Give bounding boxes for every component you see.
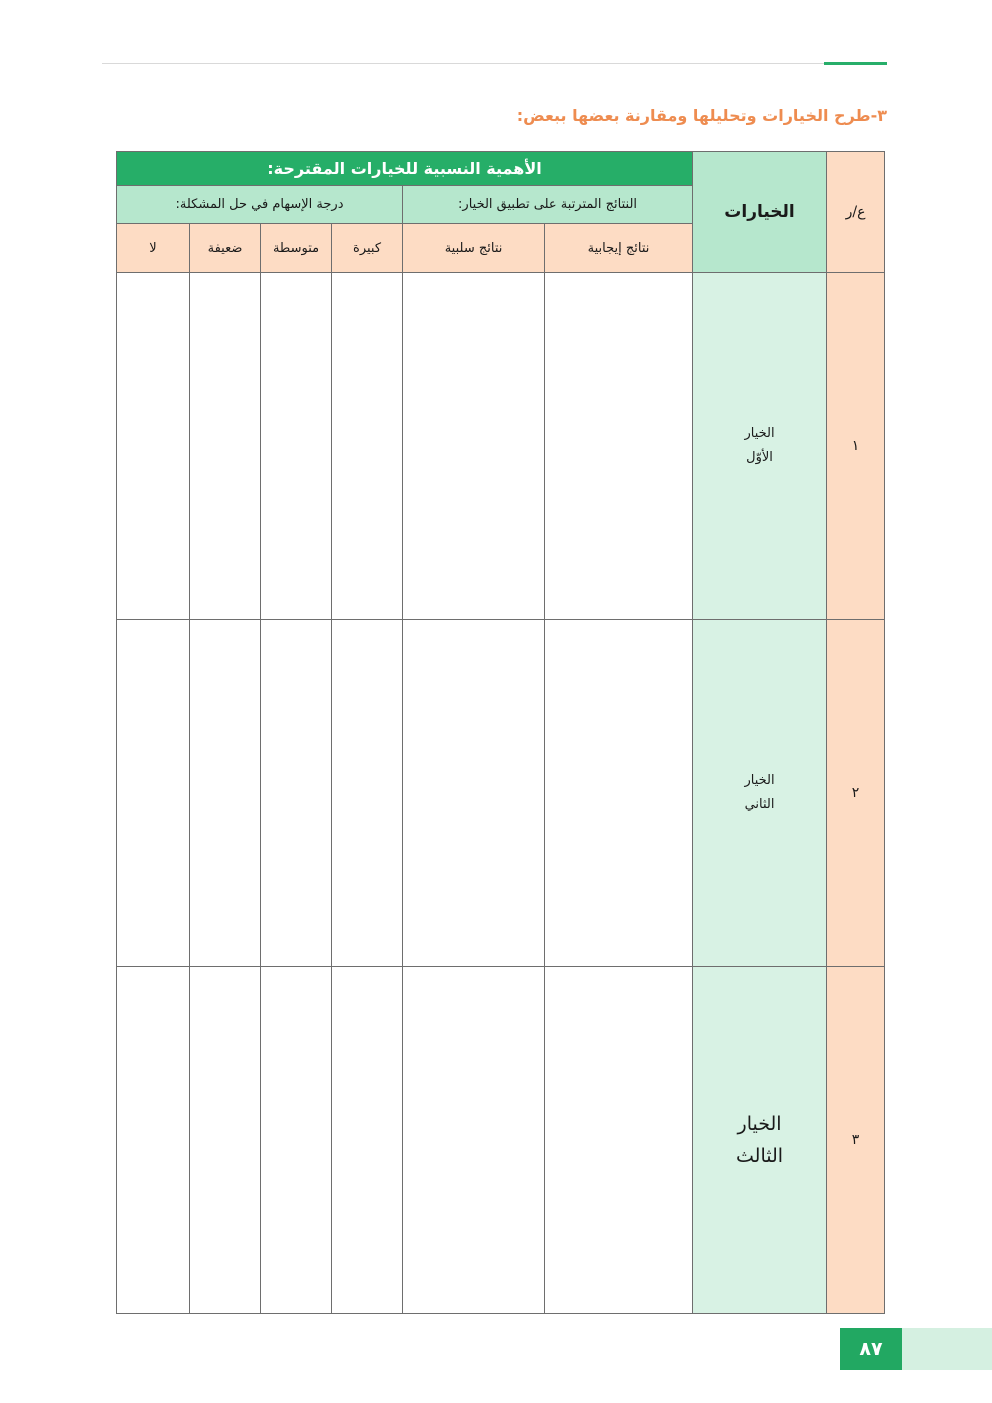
none-cell[interactable] xyxy=(117,967,190,1314)
section-heading: ٣-طرح الخيارات وتحليلها ومقارنة بعضها ببعض: xyxy=(516,106,887,125)
positive-cell[interactable] xyxy=(545,620,693,967)
header-num: ع/ر xyxy=(827,152,885,273)
weak-cell[interactable] xyxy=(190,273,261,620)
option-line-1: الخيار xyxy=(737,1113,782,1135)
large-cell[interactable] xyxy=(332,273,403,620)
top-divider xyxy=(102,63,824,64)
page-number: ٨٧ xyxy=(840,1328,902,1370)
col-none: لا xyxy=(117,224,190,273)
option-line-2: الثالث xyxy=(736,1145,784,1167)
row-number: ١ xyxy=(827,273,885,620)
group-title: الأهمية النسبية للخيارات المقترحة: xyxy=(117,152,693,186)
weak-cell[interactable] xyxy=(190,967,261,1314)
medium-cell[interactable] xyxy=(261,620,332,967)
top-accent-bar xyxy=(824,62,887,65)
options-table xyxy=(116,151,885,1314)
row-number: ٣ xyxy=(827,967,885,1314)
col-large: كبيرة xyxy=(332,224,403,273)
table-row xyxy=(117,620,885,967)
table-row xyxy=(117,273,885,620)
negative-cell[interactable] xyxy=(403,273,545,620)
col-weak: ضعيفة xyxy=(190,224,261,273)
header-options: الخيارات xyxy=(693,152,827,273)
negative-cell[interactable] xyxy=(403,967,545,1314)
option-line-2: الثاني xyxy=(744,797,775,812)
page-number-strip xyxy=(902,1328,992,1370)
table-row xyxy=(117,967,885,1314)
row-option xyxy=(693,273,827,620)
medium-cell[interactable] xyxy=(261,967,332,1314)
row-option xyxy=(693,967,827,1314)
large-cell[interactable] xyxy=(332,620,403,967)
none-cell[interactable] xyxy=(117,620,190,967)
row-option xyxy=(693,620,827,967)
medium-cell[interactable] xyxy=(261,273,332,620)
negative-cell[interactable] xyxy=(403,620,545,967)
positive-cell[interactable] xyxy=(545,273,693,620)
large-cell[interactable] xyxy=(332,967,403,1314)
results-title: النتائج المترتبة على تطبيق الخيار: xyxy=(403,186,693,224)
none-cell[interactable] xyxy=(117,273,190,620)
positive-cell[interactable] xyxy=(545,967,693,1314)
col-positive: نتائج إيجابية xyxy=(545,224,693,273)
col-medium: متوسطة xyxy=(261,224,332,273)
option-line-2: الأوّل xyxy=(746,450,773,465)
weak-cell[interactable] xyxy=(190,620,261,967)
option-line-1: الخيار xyxy=(744,426,775,441)
row-number: ٢ xyxy=(827,620,885,967)
contribution-title: درجة الإسهام في حل المشكلة: xyxy=(117,186,403,224)
option-line-1: الخيار xyxy=(744,773,775,788)
col-negative: نتائج سلبية xyxy=(403,224,545,273)
